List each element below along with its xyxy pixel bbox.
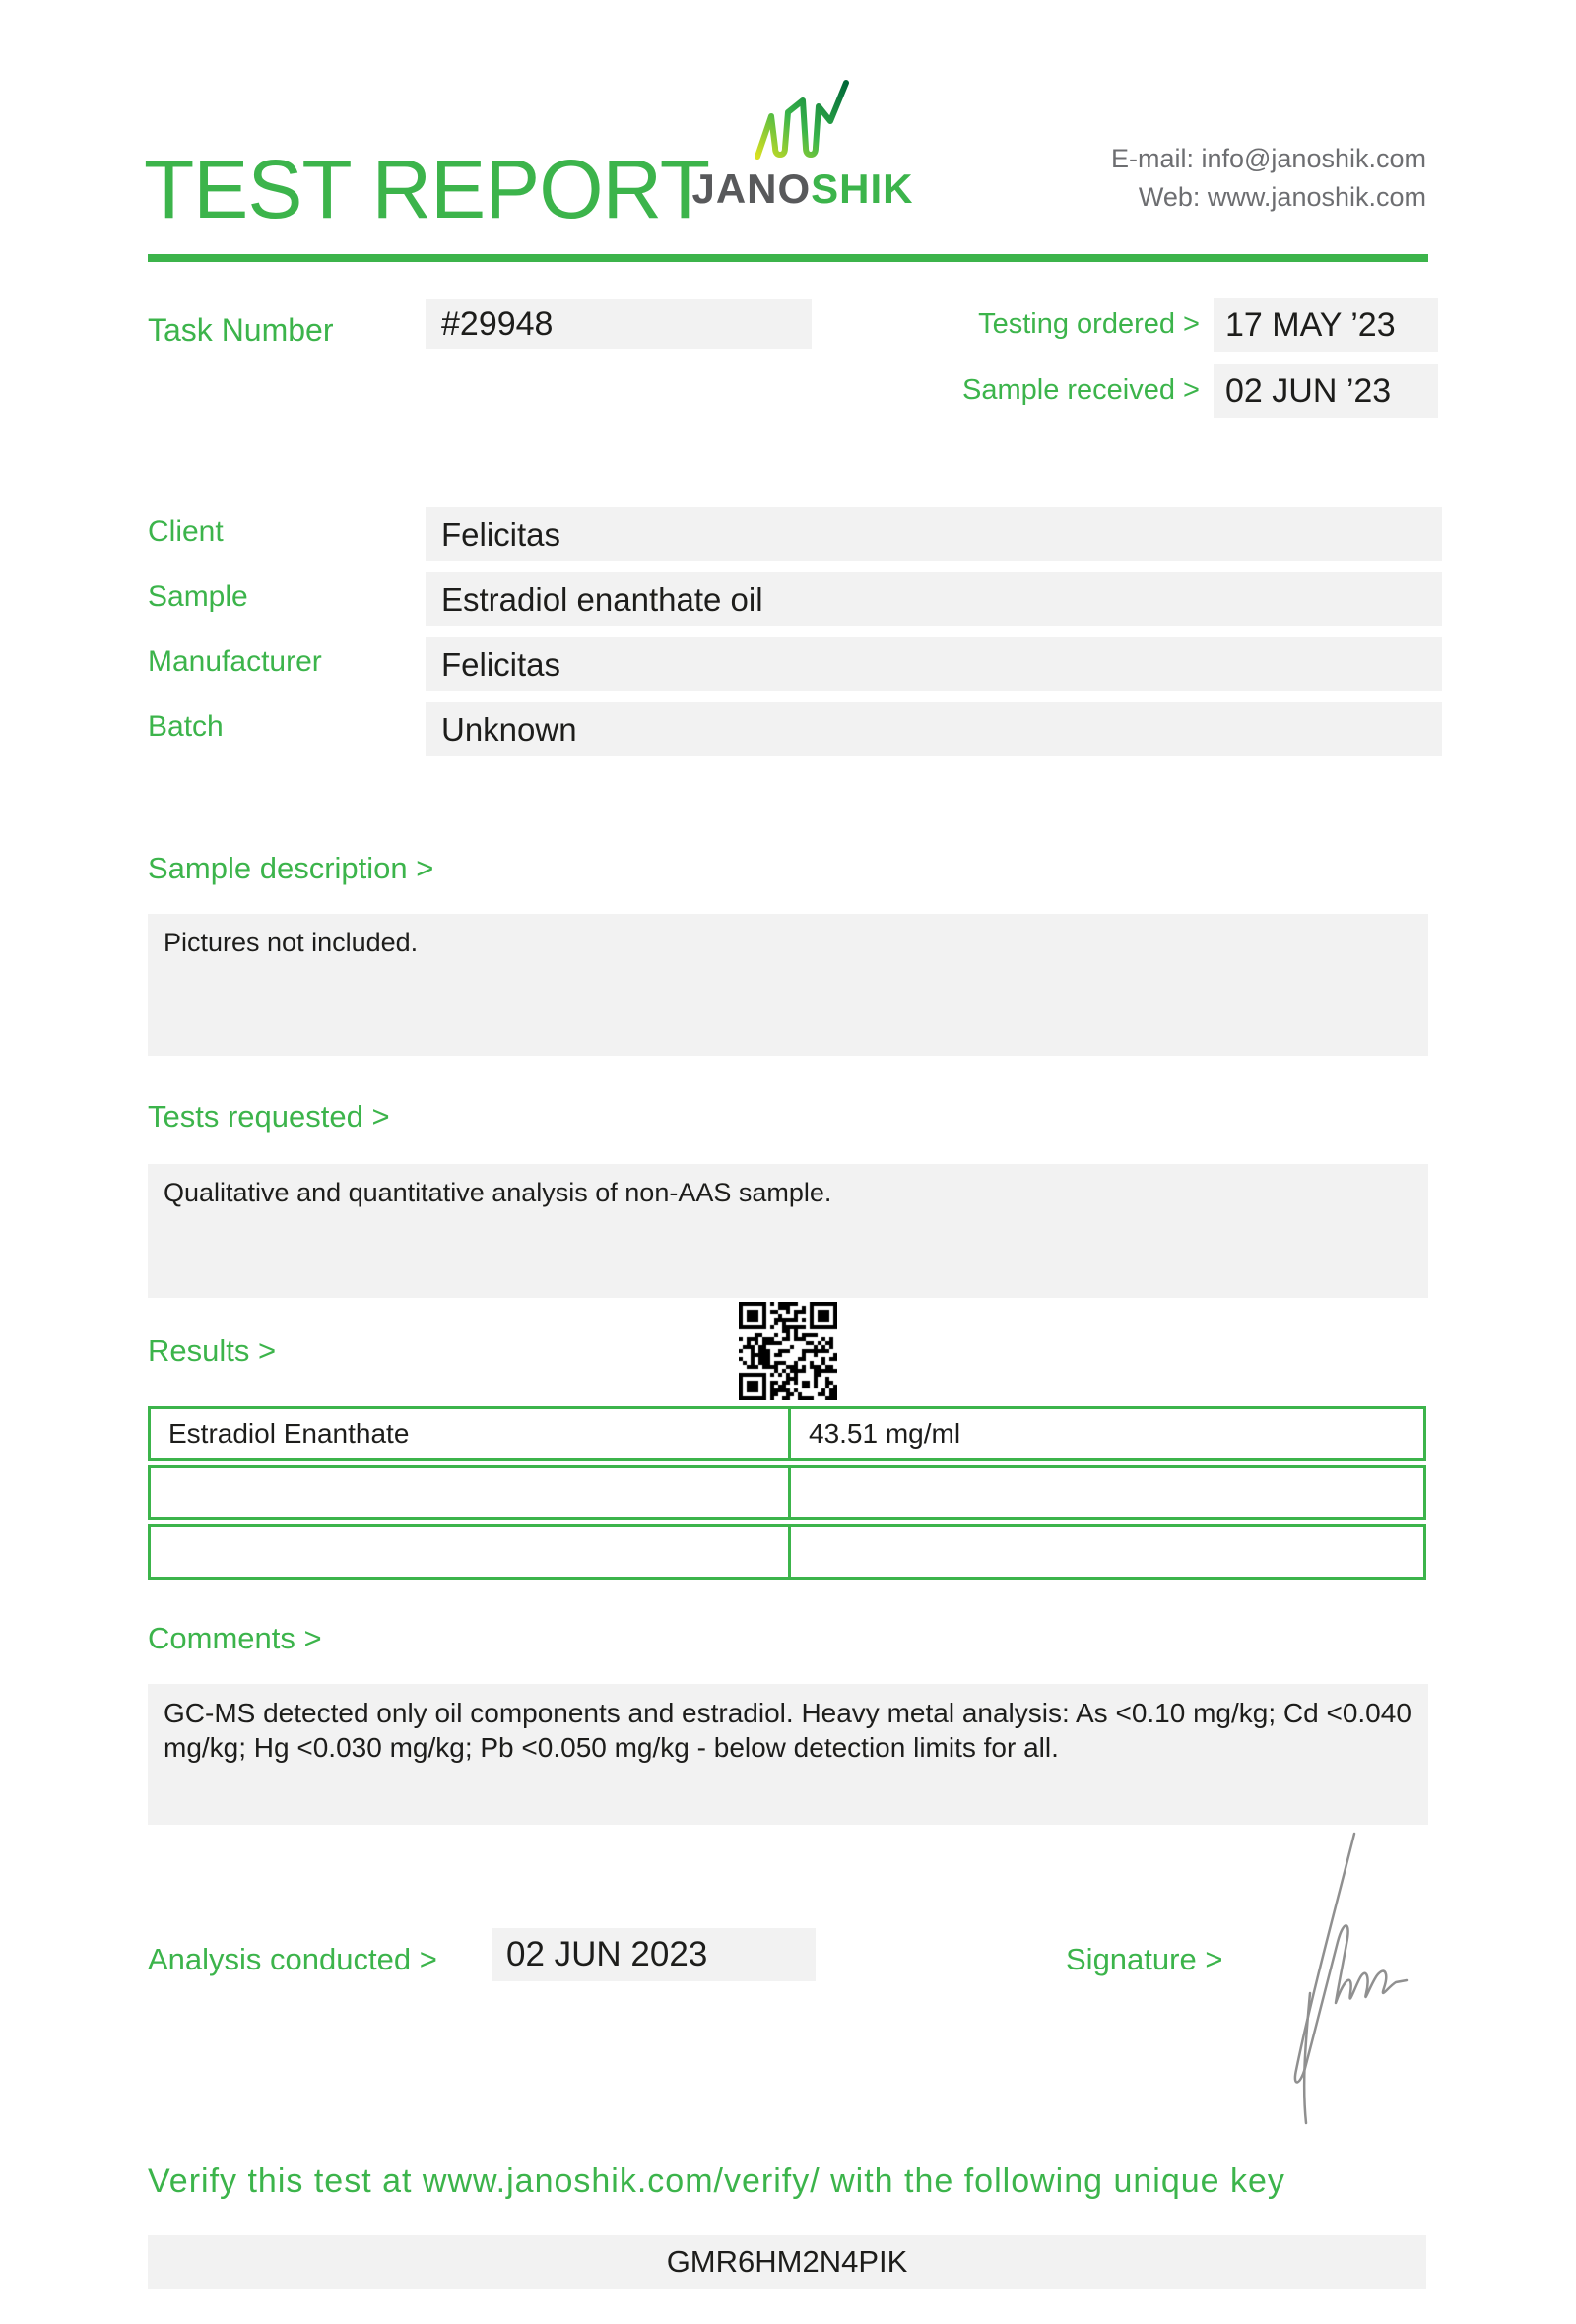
sample-description-heading: Sample description >: [148, 851, 434, 885]
batch-label: Batch: [148, 710, 224, 742]
comments-heading: Comments >: [148, 1621, 322, 1655]
signature-label: Signature >: [1066, 1942, 1223, 1976]
contact-web: Web: www.janoshik.com: [1138, 182, 1426, 212]
tests-requested-box: Qualitative and quantitative analysis of non-AAS sample.: [148, 1164, 1428, 1298]
comments-box: GC-MS detected only oil components and estradiol. Heavy metal analysis: As <0.10 mg/kg; Cd <0.040 mg/kg; Hg <0.030 mg/kg; Pb <0.050 mg/kg - below detection limits for all.: [148, 1684, 1428, 1825]
brand-name-left: JANO: [691, 165, 812, 212]
results-heading: Results >: [148, 1333, 277, 1368]
task-number-label: Task Number: [148, 312, 334, 348]
results-table-row: [148, 1524, 1426, 1580]
verify-key: GMR6HM2N4PIK: [148, 2235, 1426, 2289]
result-analyte: [151, 1468, 791, 1517]
result-value: [791, 1527, 1423, 1577]
task-number-value: #29948: [426, 299, 812, 349]
result-analyte: [151, 1527, 791, 1577]
manufacturer-value: Felicitas: [426, 637, 1442, 691]
page-title: TEST REPORT: [144, 143, 710, 235]
results-table-row: [148, 1406, 1426, 1461]
verify-instruction: Verify this test at www.janoshik.com/verify/ with the following unique key: [148, 2163, 1285, 2200]
sample-value: Estradiol enanthate oil: [426, 572, 1442, 626]
results-table-row: [148, 1465, 1426, 1520]
header-divider: [148, 254, 1428, 262]
chart-growth-icon: [752, 79, 854, 163]
analysis-conducted-label: Analysis conducted >: [148, 1942, 437, 1976]
client-value: Felicitas: [426, 507, 1442, 561]
testing-ordered-value: 17 MAY ’23: [1214, 298, 1438, 352]
result-value: [791, 1468, 1423, 1517]
qr-code: [739, 1302, 837, 1400]
result-analyte: Estradiol Enanthate: [151, 1409, 791, 1458]
result-value: 43.51 mg/ml: [809, 1418, 961, 1449]
testing-ordered-label: Testing ordered >: [978, 308, 1200, 340]
brand-name-right: SHIK: [811, 165, 914, 212]
sample-label: Sample: [148, 580, 248, 613]
sample-description-box: Pictures not included.: [148, 914, 1428, 1056]
signature-scribble: [1251, 1828, 1418, 2133]
tests-requested-heading: Tests requested >: [148, 1099, 390, 1133]
contact-block: [875, 140, 1426, 217]
contact-email: E-mail: info@janoshik.com: [1110, 144, 1426, 173]
sample-received-value: 02 JUN ’23: [1214, 364, 1438, 418]
manufacturer-label: Manufacturer: [148, 645, 322, 678]
client-label: Client: [148, 515, 224, 548]
batch-value: Unknown: [426, 702, 1442, 756]
sample-received-label: Sample received >: [962, 374, 1200, 406]
analysis-conducted-value: 02 JUN 2023: [492, 1928, 816, 1981]
